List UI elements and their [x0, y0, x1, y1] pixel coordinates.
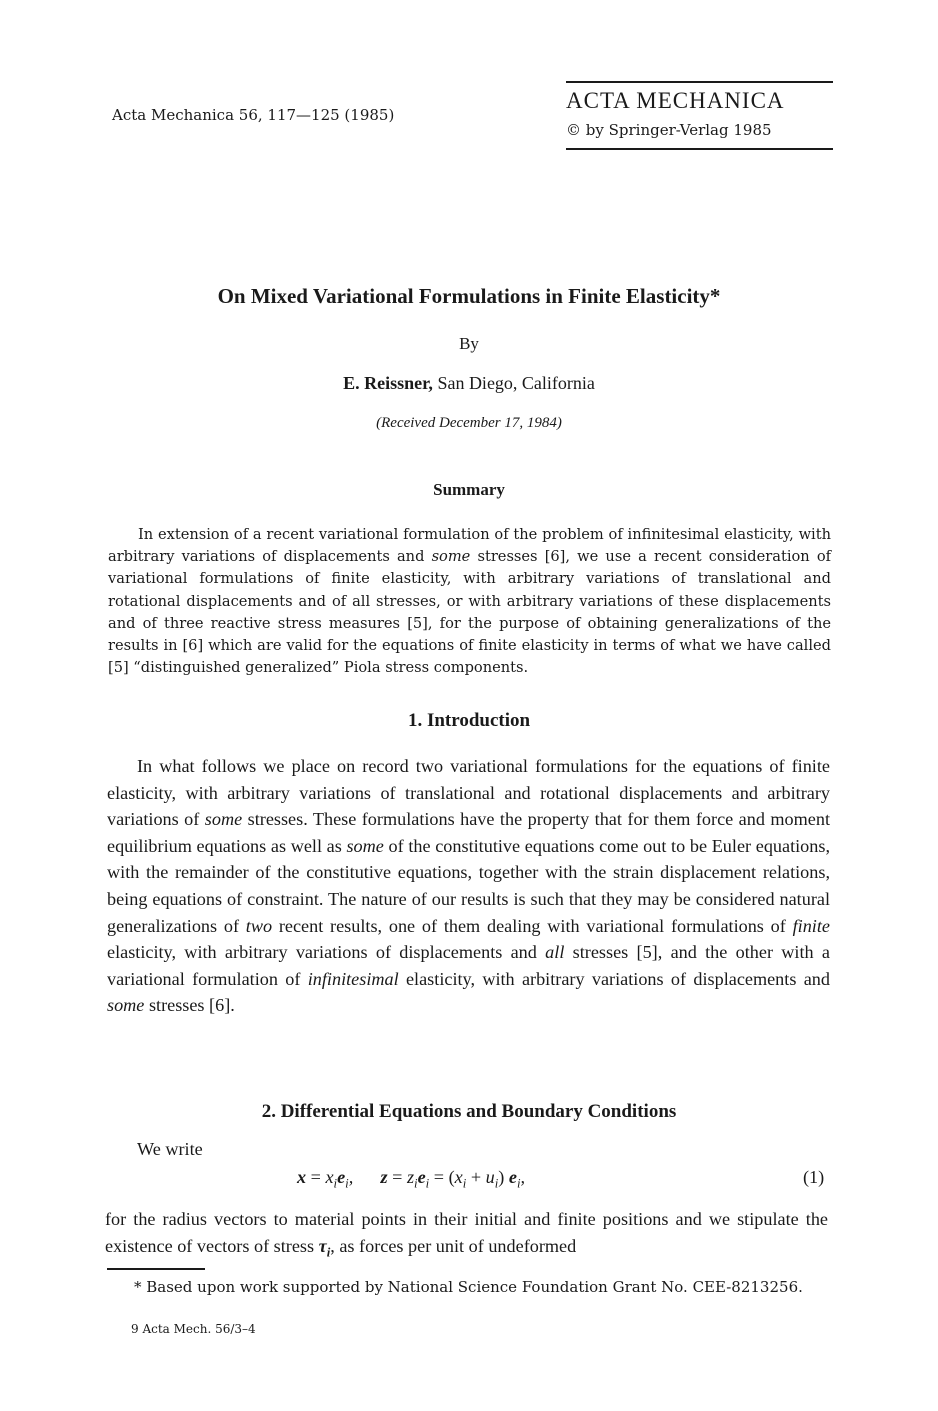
we-write-text: We write [137, 1139, 203, 1159]
section2-heading: 2. Differential Equations and Boundary Conditions [261, 1101, 677, 1122]
received-date: (Received December 17, 1984) [376, 415, 562, 431]
intro-text-8: stresses [6]. [144, 995, 235, 1016]
footnote-rule [107, 1268, 205, 1270]
masthead-copyright: © by Springer-Verlag 1985 [566, 121, 772, 139]
equation-number: (1) [803, 1167, 825, 1187]
intro-emphasis-5: all [545, 942, 565, 963]
masthead-rule-bottom [566, 148, 833, 150]
intro-text-4: recent results, one of them dealing with variational formulations of [272, 915, 793, 936]
summary-emphasis: some [431, 548, 471, 566]
summary-heading: Summary [433, 480, 505, 499]
intro-text-7: elasticity, with arbitrary variations of displacements and [398, 968, 830, 989]
intro-emphasis-4: finite [792, 915, 830, 936]
intro-emphasis-2: some [346, 835, 384, 856]
summary-paragraph [108, 524, 831, 679]
journal-reference: Acta Mechanica 56, 117—125 (1985) [112, 106, 395, 124]
masthead-rule-top [566, 81, 833, 83]
equation-1: $x = x_ie_i$, $z = z_ie_i = (x_i + u_i)$ $e_i$, [297, 1167, 526, 1191]
intro-emphasis-6: infinitesimal [307, 968, 399, 989]
intro-emphasis-7: some [107, 995, 145, 1016]
section2-text-1: for the radius vectors to material points in their initial and finite positions and we stipulate the existence of vectors of stress [105, 1209, 828, 1256]
section2-paragraph: for the radius vectors to material points in their initial and finite positions and we stipulate the existence of vectors of stress $\tau_i$, as forces per unit of undeformed [105, 1209, 828, 1260]
introduction-heading: 1. Introduction [407, 710, 531, 731]
intro-text-6: stresses [5], and the other with a variational formulation of [107, 942, 830, 989]
summary-text-2: stresses [6], we use a recent consideration of variational formulations of finite elasticity, with arbitrary variations of translational and rotational displacements and of all stresses, or with arbitrary variations of these displacements and of three reactive stress measures [5], for the purpose of obtaining generalizations of the results in [6] which are valid for the equations of finite elasticity in terms of what we have called [5] “distinguished generalized” Piola stress components. [108, 548, 832, 677]
page-footer: 9 Acta Mech. 56/3–4 [131, 1322, 256, 1336]
introduction-paragraph [107, 753, 830, 1019]
author-name: E. Reissner, [343, 373, 433, 393]
intro-text-5: elasticity, with arbitrary variations of displacements and [107, 942, 546, 963]
intro-emphasis-1: some [204, 809, 243, 830]
masthead-title: ACTA MECHANICA [566, 88, 785, 113]
section2-text-2: , as forces per unit of undeformed [330, 1235, 577, 1256]
intro-text-2: stresses. These formulations have the property that for them force and moment equilibrium equations as well as [107, 809, 830, 856]
summary-text-1: In extension of a recent variational formulation of the problem of infinitesimal elasticity, with arbitrary variations of displacements and [108, 526, 831, 566]
intro-emphasis-3: two [245, 915, 273, 936]
author-line [0, 373, 938, 394]
footnote: * Based upon work supported by National Science Foundation Grant No. CEE-8213256. [134, 1278, 803, 1296]
author-location: San Diego, California [432, 373, 595, 393]
article-title: On Mixed Variational Formulations in Finite Elasticity* [217, 284, 721, 308]
intro-text-3: of the constitutive equations come out to be Euler equations, with the remainder of the constitutive equations, together with the strain displacement relations, being equations of constraint. The nature of our results is such that they may be considered natural generalizations of [107, 835, 830, 936]
intro-text-1: In what follows we place on record two variational formulations for the equations of finite elasticity, with arbitrary variations of translational and rotational displacements and arbitrary variations of [107, 756, 830, 830]
by-line: By [459, 334, 479, 353]
